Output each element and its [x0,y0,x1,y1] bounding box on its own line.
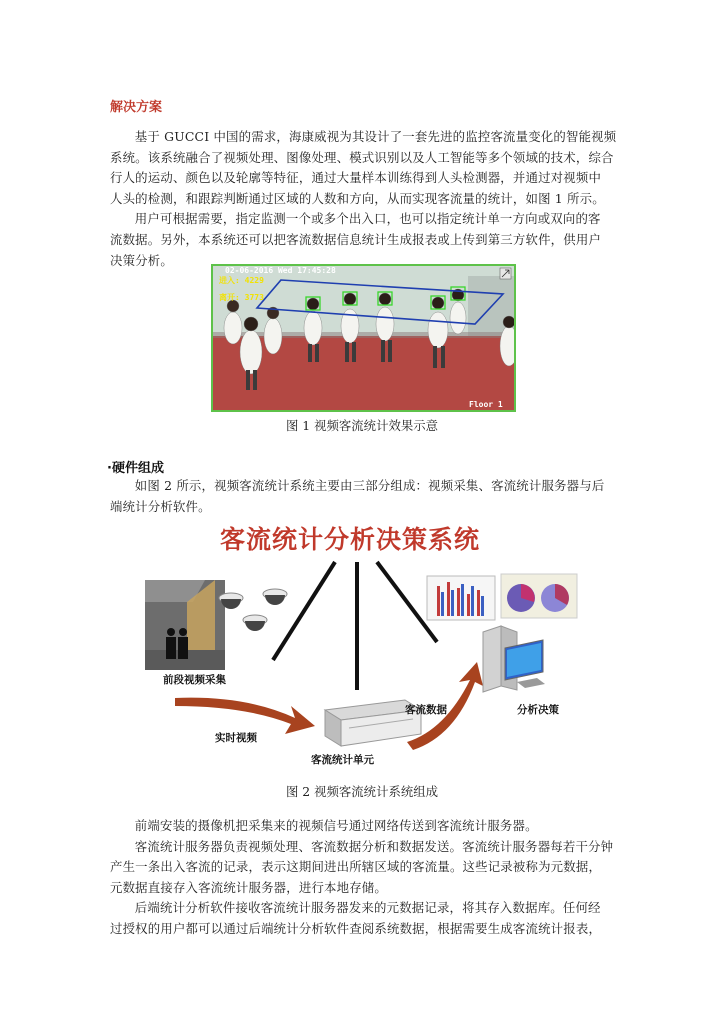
text-line: 基于 GUCCI 中国的需求，海康威视为其设计了一套先进的监控客流量变化的智能视频 [134,129,616,144]
figure-1-caption: 图 1 视频客流统计效果示意 [285,418,439,433]
text-line: 端统计分析软件。 [110,498,211,514]
video-frame-illustration [213,266,514,410]
enter-count: 进入: 4229 [219,276,264,285]
paragraph-intro [110,127,616,271]
section-title-solution: 解决方案 [110,100,163,115]
paragraph-system-details [110,816,616,940]
front-camera-scene [145,580,225,670]
exit-count: 离开: 3773 [219,293,264,302]
pie-chart-thumbnail [501,574,577,618]
text-line: 元数据直接存入客流统计服务器，进行本地存储。 [110,879,387,895]
realtime-arrow [175,698,315,734]
text-line: 前端安装的摄像机把采集来的视频信号通过网络传送到客流统计服务器。 [134,818,538,833]
dome-camera-icon [243,615,267,631]
label-analysis: 分析决策 [517,704,559,716]
figure-2-caption: 图 2 视频客流统计系统组成 [285,784,439,799]
system-diagram-illustration [145,520,585,770]
text-line: 过授权的用户都可以通过后端统计分析软件查阅系统数据，根据需要生成客流统计报表， [110,920,602,936]
text-line: 流数据。另外，本系统还可以把客流数据信息统计生成报表或上传到第三方软件，供用户 [110,231,602,247]
label-flow-data: 客流数据 [405,704,447,716]
text-line: 后端统计分析软件接收客流统计服务器发来的元数据记录，将其存入数据库。任何经 [134,900,601,916]
text-line: 如图 2 所示，视频客流统计系统主要由三部分组成：视频采集、客流统计服务器与后 [134,478,605,493]
paragraph-hardware [110,476,616,517]
text-line: 客流统计服务器负责视频处理、客流数据分析和数据发送。客流统计服务器每若干分钟 [134,838,614,854]
video-timestamp: 02-06-2016 Wed 17:45:28 [225,266,336,275]
system-diagram-title: 客流统计分析决策系统 [220,525,481,554]
report-chart-thumbnail [427,576,495,620]
floor-label: Floor 1 [469,400,503,409]
section-title-hardware: ·硬件组成 [107,461,164,476]
figure-2-system-diagram [145,520,585,770]
label-stats-unit: 客流统计单元 [311,754,374,766]
text-line: 人头的检测，和跟踪判断通过区域的人数和方向，从而实现客流量的统计，如图 1 所示。 [110,190,605,206]
text-line: 系统。该系统融合了视频处理、图像处理、模式识别以及人工智能等多个领域的技术，综合 [110,149,614,165]
label-realtime-video: 实时视频 [215,732,257,744]
text-line: 产生一条出入客流的记录，表示这期间进出所辖区域的客流量。这些记录被称为元数据， [110,859,602,875]
dome-camera-icon [263,589,287,605]
text-line: 行人的运动、颜色以及轮廓等特征，通过大量样本训练得到人头检测器，并通过对视频中 [110,170,602,186]
label-front-video: 前段视频采集 [163,674,226,686]
text-line: 决策分析。 [110,252,173,268]
pc-icon [483,626,545,692]
text-line: 用户可根据需要，指定监测一个或多个出入口，也可以指定统计单一方向或双向的客 [134,211,601,227]
figure-1-video-frame [211,264,516,412]
link-line-left [273,562,335,660]
